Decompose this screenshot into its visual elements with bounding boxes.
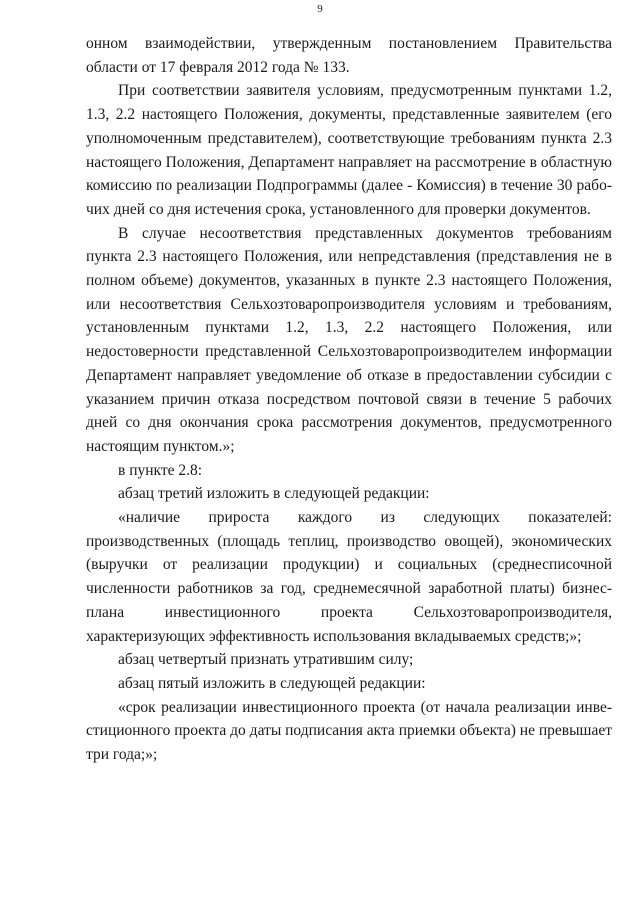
paragraph-project-term: «срок реализации инвестиционного проекта (от начала реализации инвестиционного проекта до даты подписания акта приемки объекта) не превышает три года;»; <box>86 698 612 764</box>
paragraph-continuation: онном взаимодействии, утвержденным постановлением Правительства области от 17 февраля 2012 года № 133. <box>86 35 612 76</box>
paragraph-refusal-notice: В случае несоответствия представленных документов требованиям пункта 2.3 настоящего Положения, или непредставления (представления не в полном объеме) документов, указанных в пункте 2.3 настоящего Положения, или несоответствия Сельхозтоваропроизводителя условиям и требованиям, установленным пунктами 1.2, 1.3, 2.2 настоящего Положения, или недостоверности представленной Сельхозтоваропроизводителем информации Департамент направляет уведомление об отказе в предоставлении субсидии с указанием причин отказа посредством почтовой связи в течение 5 рабочих дней со дня окончания срока рассмотрения документов, предусмотренного настоящим пунктом.»; <box>86 224 612 455</box>
paragraph-fourth-indent-repealed: абзац четвертый признать утратившим силу; <box>118 651 414 669</box>
paragraph-clause-2-8: в пункте 2.8: <box>118 461 203 479</box>
paragraph-growth-indicators: «наличие прироста каждого из следующих показателей: производственных (площадь теплиц, производство овощей), экономических (выручки от реализации продукции) и социальных (среднесписочной численности работников за год, среднемесячной заработной платы) бизнес-плана инвестиционного проекта Сельхозтоваропроизводителя, характеризующих эффективность использования вкладываемых средств;»; <box>86 509 612 645</box>
document-body <box>86 32 612 767</box>
paragraph-third-indent-instruction: абзац третий изложить в следующей редакции: <box>118 485 430 503</box>
paragraph-submission-to-commission: При соответствии заявителя условиям, предусмотренным пунктами 1.2, 1.3, 2.2 настоящего Положения, документы, представленные заявителем (его уполномоченным представителем), соответствующие требованиям пункта 2.3 настоящего Положения, Департамент направляет на рассмотрение в областную комиссию по реализации Подпрограммы (далее - Комиссия) в течение 30 рабочих дней со дня истечения срока, установленного для проверки документов. <box>86 82 612 218</box>
paragraph-fifth-indent-instruction: абзац пятый изложить в следующей редакции: <box>118 674 426 692</box>
page-number: 9 <box>317 3 323 15</box>
